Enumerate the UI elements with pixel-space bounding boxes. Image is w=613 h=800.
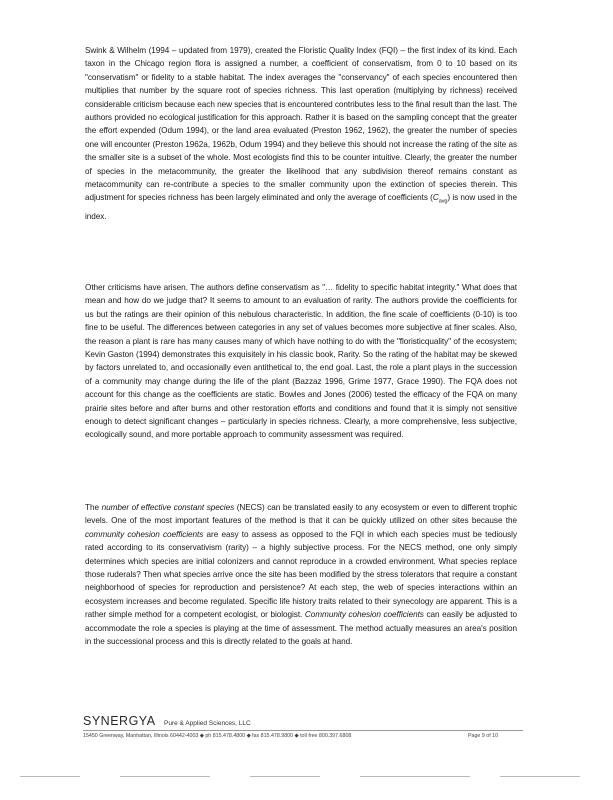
scan-speck bbox=[20, 776, 80, 777]
scan-speck bbox=[500, 776, 580, 777]
paragraph-necs-method bbox=[85, 501, 517, 648]
cohesion-term: community cohesion coefficients bbox=[85, 529, 204, 539]
paragraph-text: (NECS) can be translated easily to any ecosystem or even to different trophic levels. One of the most important features of the method is that it can be quickly utilized on other sites because the bbox=[85, 503, 518, 526]
footer-divider bbox=[83, 730, 523, 731]
scan-speck bbox=[360, 776, 470, 777]
paragraph-text-end: ) is now used in the index. bbox=[85, 193, 517, 221]
necs-term: number of effective constant species bbox=[101, 503, 235, 512]
paragraph-text-prefix: The bbox=[85, 503, 102, 512]
paragraph-text: Swink & Wilhelm (1994 – updated from 1979), created the Floristic Quality Index (FQI) – the first index of its kind. Each taxon in the Chicago region flora is assigned a number, a coefficient of conservatism, from 0 to 10 based on its "conservatism" or fidelity to a stable habitat. The index averages the "conservancy" of each species encountered then multiplies that number by the square root of species richness. This last operation (multiplying by richness) received considerable criticism because each new species that is encountered contributes less to the final result than the last. The authors provided no ecological justification for this approach. Rather it is based on the sampling concept that the greater the effort expended (Odum 1994), or the land area evaluated (Preston 1962, 1962), the greater the number of species one will encounter (Preston 1962a, 1962b, Odum 1994) and they believe this should not increase the rating of the site as the smaller site is a subset of the whole. Most ecologists find this to be counter intuitive. Clearly, the greater the number of species in the metacommunity, the greater the likelihood that any subdivision thereof remains constant as metacommunity can re-contribute a species to the smaller community upon the extinction of species therein. This adjustment for species richness has been largely eliminated and only the average of coefficients ( bbox=[85, 46, 517, 203]
brand-name: SYNERGYA bbox=[83, 714, 156, 728]
paragraph-text: Other criticisms have arisen. The authors define conservatism as "… fidelity to specific habitat integrity." What does that mean and how do we judge that? It seems to amount to an evaluation of rarity. The authors provide the coefficients for us but the ratings are their opinion of this nebulous characteristic. In addition, the fine scale of coefficients (0-10) is too fine to be useful. The differences between categories in any set of values becomes more subjective at finer scales. Also, the reason a plant is rare has many causes many of which have nothing to do with the "floristicquality" of the ecosystem; Kevin Gaston (1994) demonstrates this exquisitely in his classic book, Rarity. So the rating of the habitat may be skewed by factors unrelated to, and occasionally even antithetical to, the end goal. Last, the role a plant plays in the succession of a community may change during the life of the plant (Bazzaz 1996, Grime 1977, Grace 1990). The FQA does not account for this change as the coefficients are static. Bowles and Jones (2006) tested the efficacy of the FQA on many prairie sites before and after burns and other restoration efforts and conditions and found that it is simply not sensitive enough to detect significant changes – particularly in species richness. Clearly, a more comprehensive, less subjective, ecologically sound, and more portable approach to community assessment was required. bbox=[85, 283, 517, 440]
paragraph-fqi-history bbox=[85, 44, 517, 223]
brand-tagline: Pure & Applied Sciences, LLC bbox=[164, 720, 251, 727]
cohesion-term-capital: Community cohesion coefficients bbox=[304, 610, 424, 620]
average-coefficient-subscript: avg bbox=[438, 199, 448, 206]
average-coefficient-symbol: C bbox=[432, 193, 439, 203]
footer-brand bbox=[83, 712, 543, 726]
paragraph-text: are easy to assess as opposed to the FQI in which each species must be tediously rated according to its conservativism (rarity) – a highly subjective process. For the NECS method, one only simply determines which species are initial colonizers and cannot reproduce in a crowded environment. What species replace those ruderals? Then what species arrive once the site has been modified by the stress tolerators that require a constant neighborhood of species for reproduction and persistence? At each step, the web of species interactions within an ecosystem increases and become regulated. Specific life history traits related to their synecology are apparent. This is a rather simple method for a competent ecologist, or biologist. bbox=[85, 529, 517, 620]
paragraph-text-end: can easily be adjusted to accommodate the role a species is playing at the time of assessment. The method actually measures an area's position in the successional process and this is directly related to the goals at hand. bbox=[85, 610, 517, 647]
footer-contact: 15450 Greenway, Manhattan, Illinois 60442-4003 ◆ ph 815.478.4800 ◆ fax 815.478.9800 ◆ toll free 800.397.6808 bbox=[83, 733, 352, 739]
paragraph-other-criticisms bbox=[85, 281, 517, 442]
scan-speck bbox=[250, 776, 320, 777]
scan-speck bbox=[120, 776, 210, 777]
page-number: Page 9 of 10 bbox=[468, 733, 499, 739]
